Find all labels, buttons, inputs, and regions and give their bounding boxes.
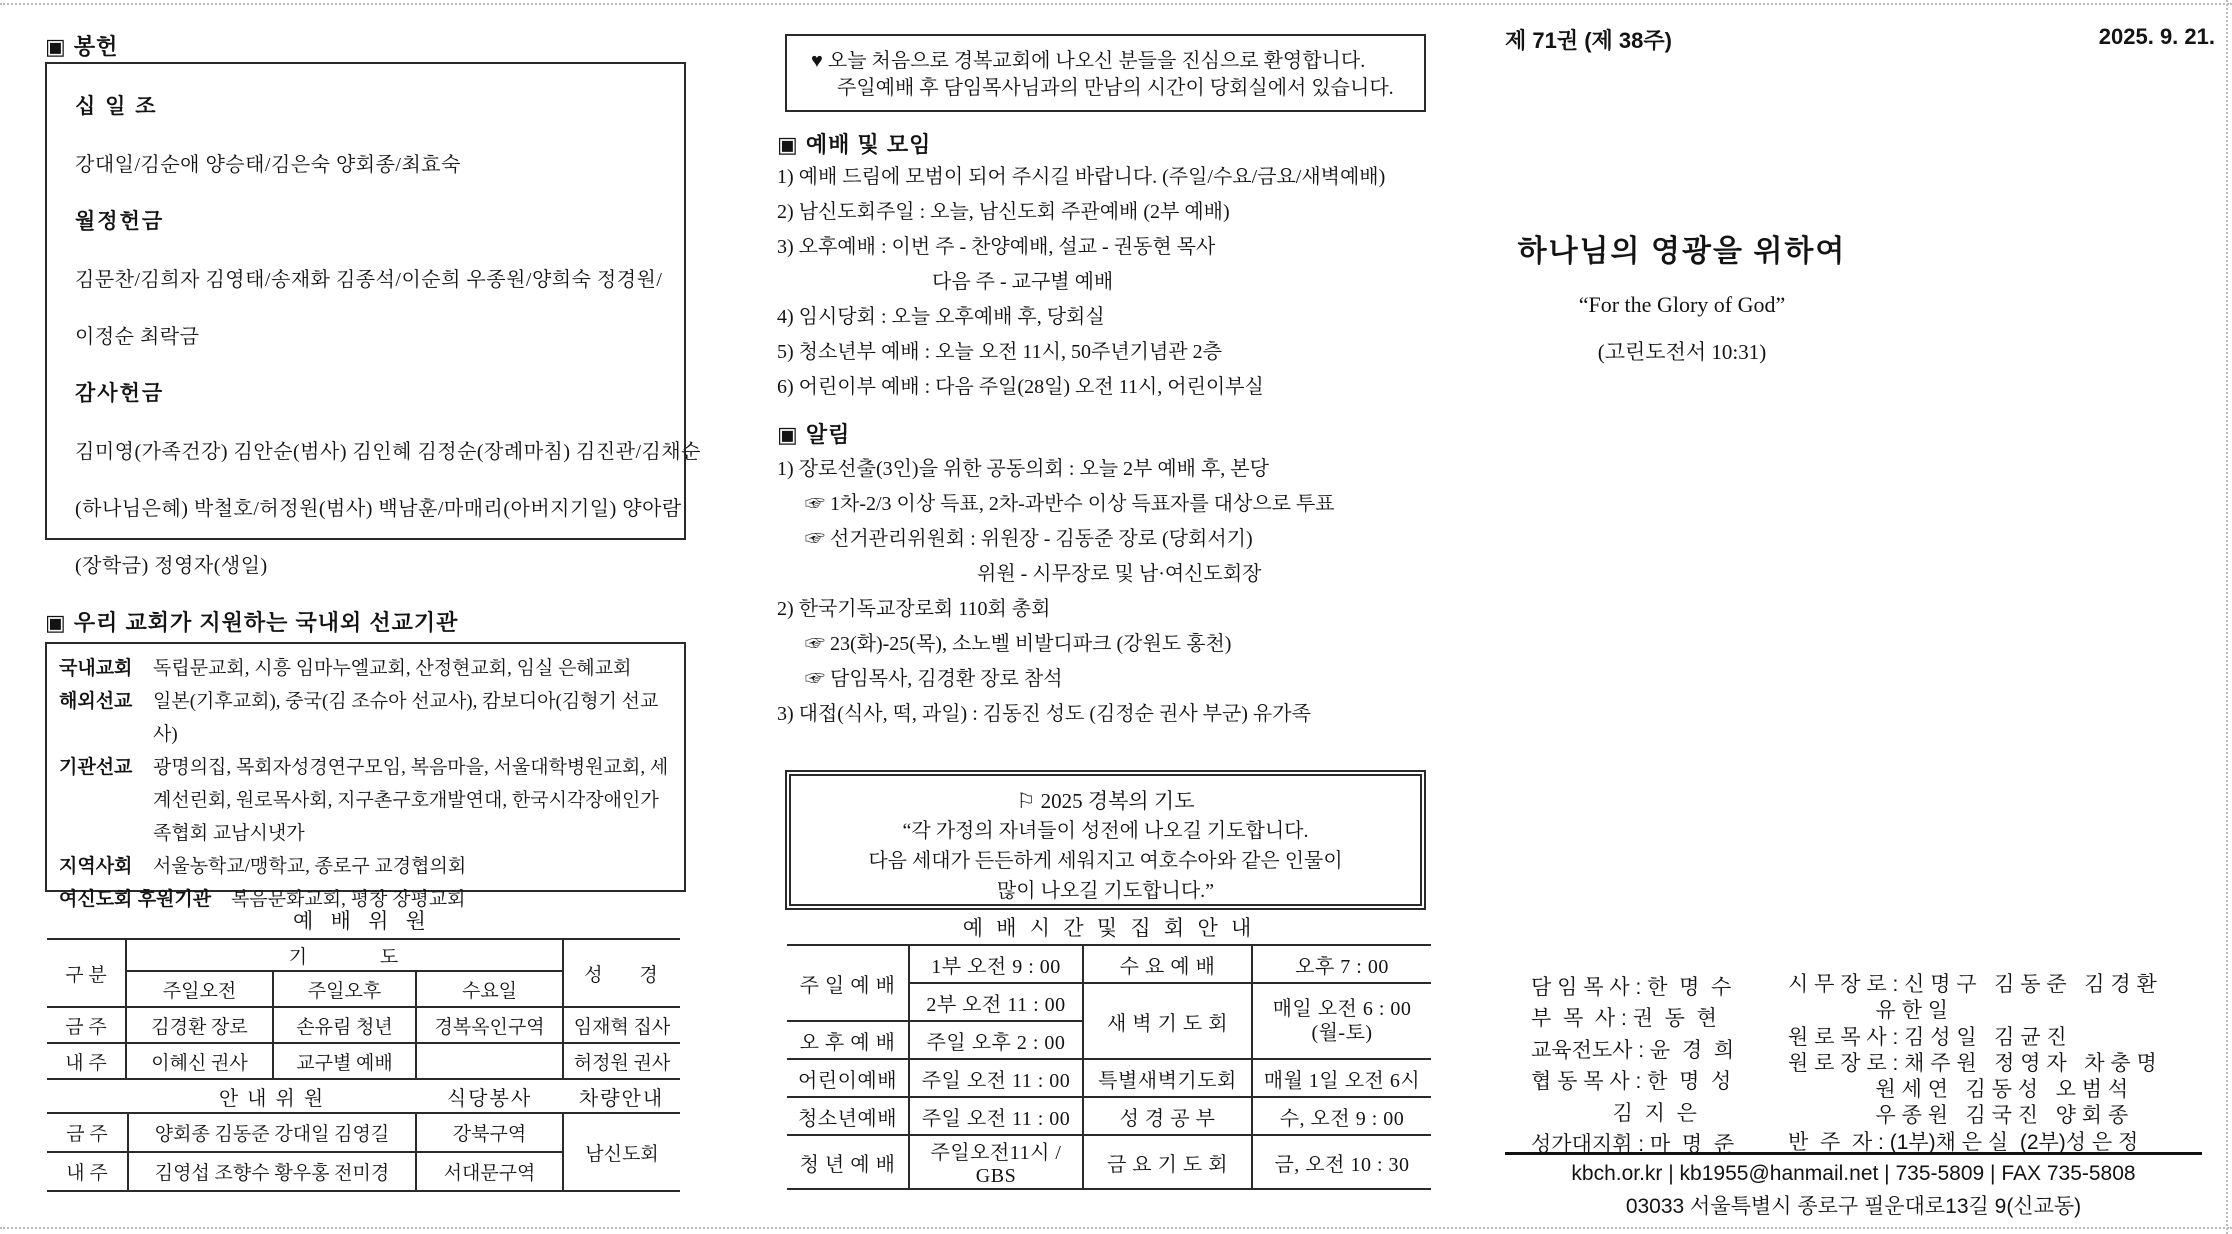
t1-cell: 임재혁 집사 [563,1007,680,1043]
worship-meetings-list [777,160,1437,405]
offering-heading: ▣ 봉헌 [45,34,119,59]
sch-afternoon: 오 후 예 배 [787,1021,909,1059]
missions-box [45,642,686,910]
prayer-title-line [791,786,1420,816]
mission-text: 광명의집, 목회자성경연구모임, 복음마을, 서울대학병원교회, 세계선린회, 원로목사회, 지구촌구호개발연대, 한국시각장애인가족협회 교남시냇가 [153,757,669,844]
t1-cell: 김경환 장로 [126,1007,273,1043]
list-item: 1) 예배 드림에 모범이 되어 주시길 바랍니다. (주일/수요/금요/새벽예배) [777,166,1386,188]
prayer-box [785,770,1426,910]
sch-young-adult: 청 년 예 배 [787,1135,909,1189]
thanks-offering-names: 김미영(가족건강) 김안순(범사) 김인혜 김정순(장례마침) 김진관/김채순 [75,441,701,463]
list-item: ☞ 1차-2/3 이상 득표, 2차-과반수 이상 득표자를 대상으로 투표 [805,493,1335,515]
t1-cell: 이혜신 권사 [126,1043,273,1079]
sch-special-dawn: 특별새벽기도회 [1083,1059,1252,1097]
list-item: 3) 오후예배 : 이번 주 - 찬양예배, 설교 - 권동현 목사 [777,236,1216,258]
mission-text: 복음문화교회, 평창 장평교회 [231,889,466,910]
t1-header-wednesday: 수요일 [416,971,563,1007]
mission-label: 지역사회 [59,856,133,877]
staff-line: 원 로 장 로 : 채 주 원 정 영 자 차 충 명 [1788,1051,2157,1075]
sch-sunday-2: 2부 오전 11 : 00 [909,983,1083,1021]
schedule-table [787,944,1431,1190]
prayer-line: 많이 나오길 기도합니다.” [996,880,1215,902]
mission-label: 해외선교 [59,691,133,712]
sch-children-time: 주일 오전 11 : 00 [909,1059,1083,1097]
list-item: 4) 임시당회 : 오늘 오후예배 후, 당회실 [777,306,1105,328]
offering-box [45,62,701,577]
sch-friday-prayer-time: 금, 오전 10 : 30 [1252,1135,1431,1189]
t1-header-sunday-pm: 주일오후 [273,971,416,1007]
list-item: 6) 어린이부 예배 : 다음 주일(28일) 오전 11시, 어린이부실 [777,376,1264,398]
prayer-title: 2025 경복의 기도 [1040,789,1195,813]
list-item: ☞ 선거관리위원회 : 위원장 - 김동준 장로 (당회서기) [805,528,1253,550]
mission-label: 기관선교 [59,757,133,778]
monthly-offering-names: 이정순 최락금 [75,326,200,348]
thanks-offering-title: 감사헌금 [75,382,165,405]
tithe-names: 강대일/김순애 양승태/김은숙 양회종/최효숙 [75,154,461,176]
staff-line: 김 지 은 [1531,1101,1697,1125]
t1-header-gubun: 구 분 [47,939,126,1007]
worship-meetings-heading: ▣ 예배 및 모임 [777,132,932,157]
sch-dawn-time-1: 매일 오전 6 : 00 [1272,998,1412,1020]
list-item: 위원 - 시무장로 및 남·여신도회장 [977,563,1262,585]
mission-row [59,850,672,883]
staff-line: 시 무 장 로 : 신 명 구 김 동 준 김 경 환 [1788,973,2157,996]
t1-cell: 경복옥인구역 [416,1007,563,1043]
list-item: 2) 한국기독교장로회 110회 총회 [777,598,1051,620]
thanks-offering-names: (하나님은혜) 박철호/허정원(범사) 백남훈/마매리(아버지기일) 양아람 [75,498,682,520]
footer-divider [1505,1152,2202,1155]
t1-cell: 손유림 청년 [273,1007,416,1043]
t2-header-spacer [47,1082,128,1111]
sch-friday-prayer: 금 요 기 도 회 [1083,1135,1252,1189]
staff-line: 원 세 연 김 동 성 오 범 석 [1788,1078,2129,1102]
schedule-title: 예 배 시 간 및 집 회 안 내 [962,916,1256,940]
volume-label: 제 71권 (제 38주) [1505,28,1672,53]
sch-dawn-time-2: (월-토) [1311,1022,1373,1044]
prayer-line: “각 가정의 자녀들이 성전에 나오길 기도합니다. [902,820,1309,842]
trim-line-top [0,3,2232,5]
notice-heading: ▣ 알림 [777,422,851,447]
missions-heading: ▣ 우리 교회가 지원하는 국내외 선교기관 [45,610,459,635]
church-address: 03033 서울특별시 종로구 필운대로13길 9(신교동) [1625,1195,2082,1218]
welcome-line [811,48,1424,75]
staff-line: 협 동 목 사 : 한 명 성 [1531,1070,1732,1094]
sermon-title-english: “For the Glory of God” [1578,292,1786,317]
mission-row [59,685,672,751]
mission-text: 일본(기후교회), 중국(김 조슈아 선교사), 캄보디아(김형기 선교사) [153,691,659,745]
staff-list-left [1531,972,1734,1160]
list-item: 다음 주 - 교구별 예배 [932,271,1114,293]
staff-line: 유 한 일 [1788,999,1949,1023]
mission-row [59,751,672,850]
t2-vehicle: 남신도회 [563,1113,680,1191]
staff-list-right [1788,972,2157,1156]
list-item: ☞ 23(화)-25(목), 소노벨 비발디파크 (강원도 홍천) [805,633,1232,655]
mission-text: 독립문교회, 시흥 임마누엘교회, 산정현교회, 임실 은혜교회 [153,658,632,679]
welcome-line: 주일예배 후 담임목사님과의 만남의 시간이 당회실에서 있습니다. [837,77,1394,99]
worship-committee-table [47,938,680,1080]
sch-bible-study-time: 수, 오전 9 : 00 [1252,1097,1431,1135]
t2-header-dining: 식당봉사 [446,1088,533,1110]
sch-special-dawn-time: 매월 1일 오전 6시 [1252,1059,1431,1097]
trim-line-right [2226,0,2228,1234]
t1-header-bible: 성 경 [563,939,680,1007]
usher-table-header [47,1082,680,1111]
t1-cell [416,1043,563,1079]
sch-youth: 청소년예배 [787,1097,909,1135]
t1-cell: 허정원 권사 [563,1043,680,1079]
t2-header-ushers: 안 내 위 원 [218,1088,326,1110]
staff-line: 우 종 원 김 국 진 양 회 종 [1788,1104,2129,1128]
trim-line-bottom [0,1227,2232,1229]
t1-row-label: 금 주 [47,1007,126,1043]
staff-line: 반 주 자 : (1부)채 은 실 (2부)성 은 정 [1788,1130,2139,1154]
mission-row [59,652,672,685]
sch-bible-study: 성 경 공 부 [1083,1097,1252,1135]
t1-header-prayer: 기 도 [126,939,563,971]
sch-sunday: 주 일 예 배 [787,945,909,1021]
tithe-title: 십 일 조 [75,95,158,118]
thanks-offering-names: (장학금) 정영자(생일) [75,555,268,577]
t1-row-label: 내 주 [47,1043,126,1079]
t2-dining: 강북구역 [416,1113,563,1152]
sch-youth-time: 주일 오전 11 : 00 [909,1097,1083,1135]
flag-icon: ⚐ [1016,789,1036,813]
staff-line: 교육전도사 : 윤 경 희 [1531,1038,1735,1062]
t2-ushers: 김영섭 조향수 황우홍 전미경 [128,1152,416,1191]
sch-children: 어린이예배 [787,1059,909,1097]
issue-date: 2025. 9. 21. [2098,24,2215,49]
sch-wednesday-time: 오후 7 : 00 [1252,945,1431,983]
staff-line: 담 임 목 사 : 한 명 수 [1531,976,1732,999]
t1-cell: 교구별 예배 [273,1043,416,1079]
staff-line: 성가대지휘 : 마 명 준 [1531,1133,1735,1157]
mission-label: 여신도회 후원기관 [59,889,212,910]
notice-list [777,452,1437,732]
welcome-box [785,34,1426,112]
worship-committee-title: 예 배 위 원 [293,909,432,933]
list-item: 2) 남신도회주일 : 오늘, 남신도회 주관예배 (2부 예배) [777,201,1230,223]
mission-text: 서울농학교/맹학교, 종로구 교경협의회 [153,856,467,877]
sch-afternoon-time: 주일 오후 2 : 00 [909,1021,1083,1059]
mission-label: 국내교회 [59,658,133,679]
t2-ushers: 양회종 김동준 강대일 김영길 [128,1113,416,1152]
prayer-line: 다음 세대가 든든하게 세워지고 여호수아와 같은 인물이 [868,850,1343,872]
t2-row-label: 금 주 [47,1113,128,1152]
sch-sunday-1: 1부 오전 9 : 00 [909,945,1083,983]
welcome-text: 오늘 처음으로 경복교회에 나오신 분들을 진심으로 환영합니다. [827,50,1366,72]
list-item: 5) 청소년부 예배 : 오늘 오전 11시, 50주년기념관 2층 [777,341,1222,363]
sch-wednesday: 수 요 예 배 [1083,945,1252,983]
scripture-reference: (고린도전서 10:31) [1597,340,1767,364]
monthly-offering-names: 김문찬/김희자 김영태/송재화 김종석/이순희 우종원/양희숙 정경원/ [75,269,663,291]
usher-table [47,1112,680,1192]
sch-dawn-prayer: 새 벽 기 도 회 [1083,983,1252,1059]
t2-dining: 서대문구역 [416,1152,563,1191]
list-item: 3) 대접(식사, 떡, 과일) : 김동진 성도 (김정순 권사 부군) 유가족 [777,703,1311,725]
cover-title-block [1512,226,1852,366]
contact-info: kbch.or.kr | kb1955@hanmail.net | 735-5809 | FAX 735-5808 [1571,1162,2136,1185]
staff-line: 부 목 사 : 권 동 현 [1531,1007,1717,1031]
sch-young-adult-time: 주일오전11시 / GBS [909,1135,1083,1189]
t1-header-sunday-am: 주일오전 [126,971,273,1007]
t2-row-label: 내 주 [47,1152,128,1191]
list-item: ☞ 담임목사, 김경환 장로 참석 [805,668,1063,690]
t2-header-vehicle: 차량안내 [578,1088,665,1110]
sermon-title-korean: 하나님의 영광을 위하여 [1517,235,1847,268]
list-item: 1) 장로선출(3인)을 위한 공동의회 : 오늘 2부 예배 후, 본당 [777,458,1269,480]
heart-icon: ♥ [811,50,823,72]
sch-dawn-time [1252,983,1431,1059]
staff-line: 원 로 목 사 : 김 성 일 김 균 진 [1788,1025,2067,1049]
monthly-offering-title: 월정헌금 [75,210,165,233]
